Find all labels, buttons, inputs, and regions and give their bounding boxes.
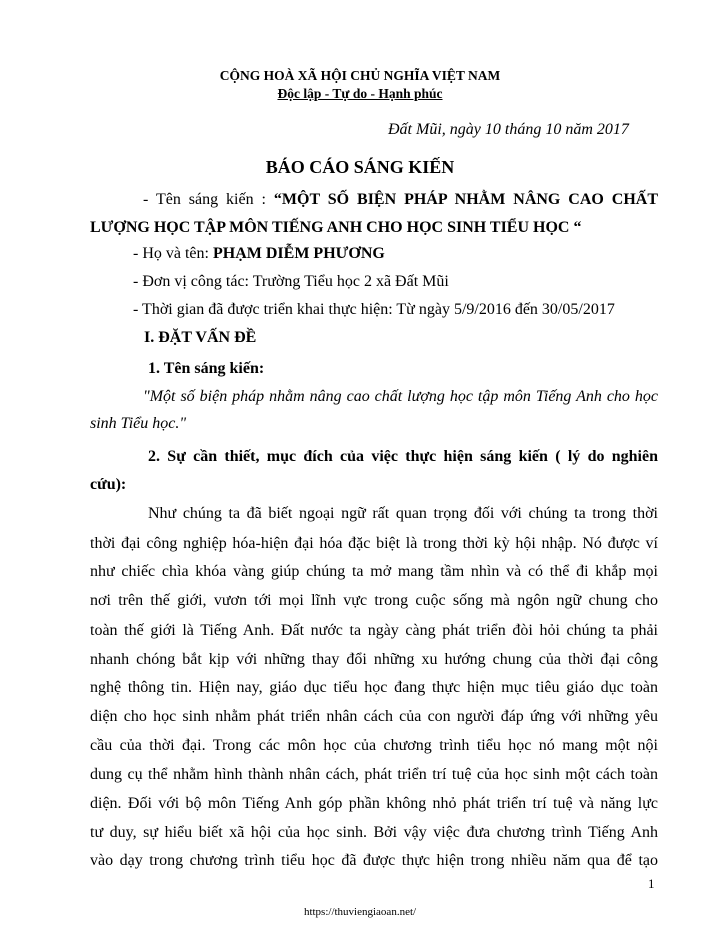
body-line: diện cho học sinh nhằm phát triển nhân cách của con người đáp ứng với những yêu [90,708,658,725]
period-line: - Thời gian đã được triển khai thực hiện: Từ ngày 5/9/2016 đến 30/05/2017 [133,301,615,318]
author-label: - Họ và tên: [133,245,209,262]
page-number: 1 [648,876,655,891]
subsection-2-heading-2: cứu): [90,476,127,493]
date-line: Đất Mũi, ngày 10 tháng 10 năm 2017 [388,121,629,138]
author-name: PHẠM DIỄM PHƯƠNG [212,245,385,262]
body-line: diện. Đối với bộ môn Tiếng Anh góp phần không nhỏ phát triển trí tuệ và năng lực [90,795,658,812]
report-title: BÁO CÁO SÁNG KIẾN [265,157,455,177]
unit-line: - Đơn vị công tác: Trường Tiểu học 2 xã Đất Mũi [133,273,449,290]
body-line: nghệ thông tin. Hiện nay, giáo dục tiểu học đang thực hiện mục tiêu giáo dục toàn [90,679,658,696]
initiative-line-2: LƯỢNG HỌC TẬP MÔN TIẾNG ANH CHO HỌC SINH TIỂU HỌC “ [90,219,582,236]
body-line: toàn thế giới là Tiếng Anh. Đất nước ta ngày càng phát triển đòi hỏi chúng ta phải [90,622,658,639]
subsection-1-heading: 1. Tên sáng kiến: [148,360,265,377]
body-line: như chiếc chìa khóa vàng giúp chúng ta mở mang tầm nhìn và có thể đi khắp mọi [90,563,658,580]
nation-header: CỘNG HOÀ XÃ HỘI CHỦ NGHĨA VIỆT NAM [219,68,501,83]
body-line: nơi trên thế giới, vươn tới mọi lĩnh vực trong cuộc sống mà ngôn ngữ chung cho [90,592,658,609]
initiative-line-1 [143,191,658,209]
body-line: nhanh chóng bắt kịp với những thay đổi những xu hướng chung của thời đại công [90,651,658,668]
author-line [133,245,385,263]
body-line: vào dạy trong chương trình tiểu học đã được thực hiện trong nhiều năm qua để tạo [90,852,658,869]
initiative-label: - Tên sáng kiến : [143,191,266,208]
body-line: thời đại công nghiệp hóa-hiện đại hóa đặc biệt là trong thời kỳ hội nhập. Nó được ví [90,535,658,552]
motto: Độc lập - Tự do - Hạnh phúc [277,86,443,101]
footer-url[interactable]: https://thuviengiaoan.net/ [303,906,417,918]
body-line: Như chúng ta đã biết ngoại ngữ rất quan trọng đối với chúng ta trong thời [148,505,658,522]
subsection-2-heading-1: 2. Sự cần thiết, mục đích của việc thực hiện sáng kiến ( lý do nghiên [148,448,658,465]
initiative-quote-1: "Một số biện pháp nhằm nâng cao chất lượng học tập môn Tiếng Anh cho học [143,388,658,405]
body-line: cầu của thời đại. Trong các môn học của chương trình tiểu học nó mang một nội [90,737,658,754]
initiative-name-1: “MỘT SỐ BIỆN PHÁP NHẰM NÂNG CAO CHẤT [273,191,659,208]
section-heading: I. ĐẶT VẤN ĐỀ [144,329,257,346]
body-line: tư duy, sự hiểu biết xã hội của học sinh. Bởi vậy việc đưa chương trình Tiếng Anh [90,824,658,841]
initiative-quote-2: sinh Tiểu học." [90,415,187,432]
body-line: dung cụ thể nhằm hình thành nhân cách, phát triển trí tuệ của học sinh một cách toàn [90,766,658,783]
